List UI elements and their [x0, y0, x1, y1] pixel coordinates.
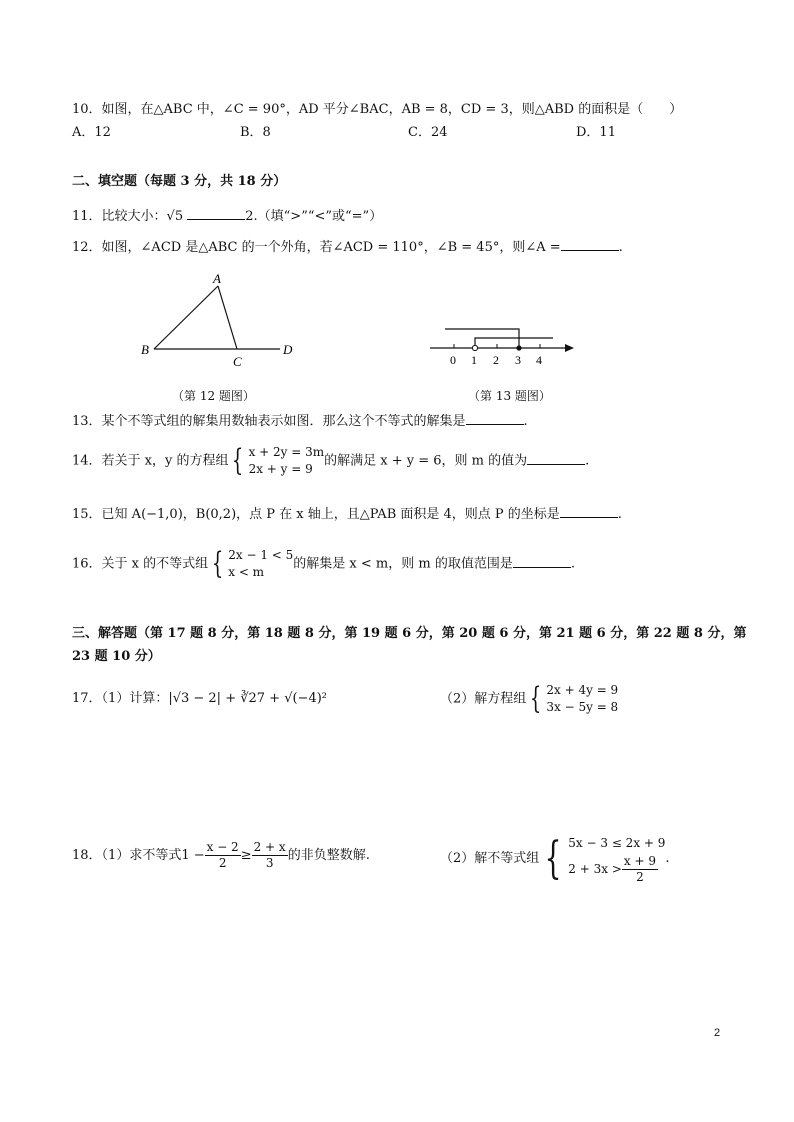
q10-option-a: A．12 [72, 125, 111, 140]
q11 [72, 207, 382, 225]
fig13-tick-label-4: 4 [536, 353, 542, 367]
q18-frac1 [205, 840, 241, 871]
q12-end: . [618, 240, 623, 255]
fig12-label-d: D [283, 342, 293, 357]
q17-equation-system [526, 682, 618, 716]
q17-eq2: 3x − 5y = 8 [546, 700, 619, 714]
q16 [72, 547, 575, 581]
q18-ge: ≥ [240, 848, 252, 863]
q18-inequality-system [539, 832, 665, 885]
q18-ineq2-left: 2 + 3x > [568, 862, 622, 876]
q16-prefix: 16．关于 x 的不等式组 [72, 556, 209, 572]
fig13-arrow-icon [565, 344, 574, 352]
q18-frac3 [622, 854, 658, 885]
brace-icon: { [544, 832, 562, 884]
q18-frac3-den: 2 [636, 870, 644, 884]
q10-option-d: D．11 [576, 125, 616, 140]
q10-option-b: B．8 [240, 125, 271, 140]
q10-stem: 10．如图，在△ABC 中，∠C = 90°，AD 平分∠BAC，AB = 8，CD = 3，则△ABD 的面积是（ ） [72, 102, 683, 117]
q15-end: . [617, 507, 622, 522]
q18-frac2-den: 3 [265, 856, 274, 870]
q12-stem: 12．如图，∠ACD 是△ABC 的一个外角，若∠ACD = 110°，∠B = 45°，则∠A = [72, 240, 561, 255]
fig12-triangle [130, 268, 310, 368]
fig12-label-b: B [141, 342, 149, 357]
q18-frac2 [252, 840, 288, 871]
q13 [72, 412, 528, 430]
fig13-tick-label-0: 0 [450, 353, 456, 367]
q18-ineq1: 5x − 3 ≤ 2x + 9 [568, 836, 666, 850]
fig13-tick-label-1: 1 [471, 353, 477, 367]
q13-answer-blank[interactable] [466, 412, 524, 425]
q18-part1-suffix: 的非负整数解. [287, 848, 370, 863]
brace-icon: { [211, 546, 224, 581]
q16-ineq2: x < m [228, 565, 265, 579]
q16-ineq1: 2x − 1 < 5 [228, 548, 294, 562]
q14 [72, 444, 589, 478]
section2-heading: 二、填空题（每题 3 分，共 18 分） [72, 174, 287, 189]
q17-part1: 17．（1）计算：|√3 − 2| + ∛27 + √(−4)² [72, 691, 327, 706]
fig12-line-ab [154, 286, 218, 349]
fig13-ray-right-from-1 [475, 338, 553, 348]
q11-suffix: 2.（填“>”“<”或“=”） [245, 209, 383, 224]
q16-answer-blank[interactable] [513, 555, 571, 568]
q18-frac1-num: x − 2 [206, 840, 239, 854]
q16-inequality-system [208, 547, 293, 581]
q14-equation-system [228, 444, 324, 478]
q15 [72, 505, 622, 523]
q14-suffix: 的解满足 x + y = 6，则 m 的值为 [324, 453, 528, 469]
q18-frac1-den: 2 [218, 856, 227, 870]
fig13-caption: （第 13 题图） [468, 389, 551, 403]
q14-end: . [585, 453, 590, 469]
q18-end: . [665, 851, 670, 866]
page-number: 2 [714, 1027, 721, 1039]
q11-answer-blank[interactable] [187, 207, 245, 220]
q12 [72, 238, 623, 256]
q17-part2 [440, 682, 618, 716]
fig13-number-line [425, 322, 585, 372]
q18-part2 [440, 832, 670, 885]
q18-frac2-num: 2 + x [253, 840, 286, 854]
fig12-label-a: A [213, 271, 221, 286]
brace-icon: { [232, 443, 244, 478]
section3-heading-line2: 23 题 10 分） [72, 649, 161, 664]
q15-stem: 15．已知 A(−1,0)，B(0,2)，点 P 在 x 轴上，且△PAB 面积是 4，则点 P 的坐标是 [72, 507, 560, 522]
q11-prefix: 11．比较大小：√5 [72, 209, 184, 224]
section3-heading-line1: 三、解答题（第 17 题 8 分，第 18 题 8 分，第 19 题 6 分，第 20 题 6 分，第 21 题 6 分，第 22 题 8 分，第 [72, 626, 747, 641]
q18-part1 [72, 840, 370, 871]
fig13-tick-label-3: 3 [515, 353, 521, 367]
q13-stem: 13．某个不等式组的解集用数轴表示如图．那么这个不等式的解集是 [72, 414, 466, 429]
q18-part2-prefix: （2）解不等式组 [440, 851, 540, 866]
q14-answer-blank[interactable] [527, 452, 585, 465]
q13-end: . [523, 414, 528, 429]
q14-prefix: 14．若关于 x，y 的方程组 [72, 453, 229, 469]
fig13-closed-point-3 [516, 345, 521, 350]
q16-suffix: 的解集是 x < m，则 m 的取值范围是 [293, 556, 513, 572]
q15-answer-blank[interactable] [560, 505, 618, 518]
q14-eq1: x + 2y = 3m [248, 445, 325, 459]
q18-frac3-num: x + 9 [623, 854, 656, 868]
fig12-line-ac [218, 286, 237, 349]
q18-part1-prefix: 18．（1）求不等式1 − [72, 848, 205, 863]
q12-answer-blank[interactable] [561, 238, 619, 251]
q18-ineq2 [568, 854, 665, 885]
q14-eq2: 2x + y = 9 [248, 462, 313, 476]
fig12-label-c: C [233, 354, 242, 368]
q17-eq1: 2x + 4y = 9 [546, 683, 619, 697]
fig12-caption: （第 12 题图） [172, 389, 255, 403]
brace-icon: { [530, 681, 542, 716]
q10-option-c: C．24 [408, 125, 448, 140]
fig13-open-point-1 [472, 345, 477, 350]
q17-part2-prefix: （2）解方程组 [440, 691, 527, 707]
q16-end: . [570, 556, 575, 572]
fig13-tick-label-2: 2 [493, 353, 499, 367]
